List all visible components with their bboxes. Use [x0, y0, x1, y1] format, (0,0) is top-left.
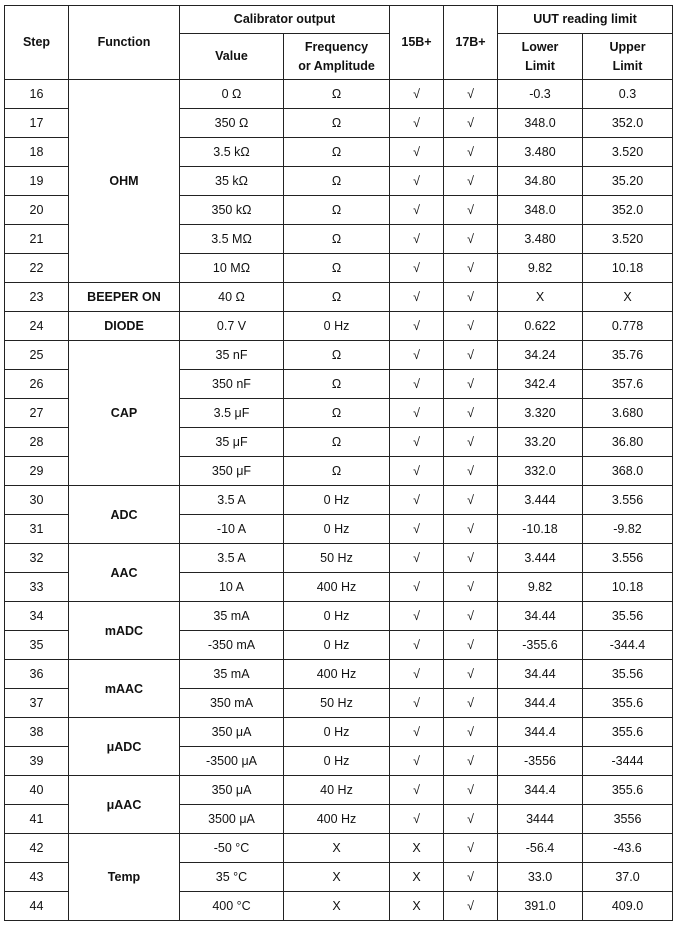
check-17b-cell: √ — [444, 602, 498, 631]
step-cell: 24 — [5, 312, 69, 341]
frequency-cell: Ω — [284, 138, 390, 167]
table-row — [5, 602, 673, 631]
upper-limit-cell: 35.56 — [583, 602, 673, 631]
upper-limit-cell: 10.18 — [583, 254, 673, 283]
check-15b-cell: √ — [390, 515, 444, 544]
upper-limit-cell: -43.6 — [583, 834, 673, 863]
step-cell: 21 — [5, 225, 69, 254]
check-15b-cell: √ — [390, 631, 444, 660]
check-15b-cell: √ — [390, 109, 444, 138]
value-cell: 350 nF — [180, 370, 284, 399]
check-17b-cell: √ — [444, 370, 498, 399]
frequency-cell: 0 Hz — [284, 747, 390, 776]
value-cell: -10 A — [180, 515, 284, 544]
lower-limit-cell: 342.4 — [498, 370, 583, 399]
header-15b: 15B+ — [390, 6, 444, 80]
step-cell: 44 — [5, 892, 69, 921]
upper-limit-cell: 35.76 — [583, 341, 673, 370]
step-cell: 23 — [5, 283, 69, 312]
check-17b-cell: √ — [444, 747, 498, 776]
upper-limit-cell: X — [583, 283, 673, 312]
check-15b-cell: X — [390, 834, 444, 863]
frequency-cell: Ω — [284, 109, 390, 138]
table-row — [5, 776, 673, 805]
frequency-cell: Ω — [284, 341, 390, 370]
upper-limit-cell: 36.80 — [583, 428, 673, 457]
frequency-cell: 400 Hz — [284, 660, 390, 689]
lower-limit-cell: 348.0 — [498, 109, 583, 138]
function-cell: AAC — [69, 544, 180, 602]
value-cell: 10 MΩ — [180, 254, 284, 283]
frequency-cell: 0 Hz — [284, 602, 390, 631]
frequency-cell: X — [284, 834, 390, 863]
value-cell: 3.5 A — [180, 544, 284, 573]
header-17b: 17B+ — [444, 6, 498, 80]
lower-limit-cell: 332.0 — [498, 457, 583, 486]
upper-limit-cell: 3.556 — [583, 486, 673, 515]
upper-limit-cell: 355.6 — [583, 776, 673, 805]
upper-limit-cell: 352.0 — [583, 196, 673, 225]
upper-limit-cell: 409.0 — [583, 892, 673, 921]
check-17b-cell: √ — [444, 283, 498, 312]
check-15b-cell: √ — [390, 428, 444, 457]
check-15b-cell: √ — [390, 283, 444, 312]
value-cell: -3500 μA — [180, 747, 284, 776]
frequency-cell: Ω — [284, 196, 390, 225]
check-15b-cell: √ — [390, 660, 444, 689]
frequency-cell: 0 Hz — [284, 312, 390, 341]
frequency-cell: 400 Hz — [284, 573, 390, 602]
frequency-cell: X — [284, 892, 390, 921]
value-cell: 3.5 A — [180, 486, 284, 515]
frequency-cell: Ω — [284, 254, 390, 283]
step-cell: 43 — [5, 863, 69, 892]
step-cell: 22 — [5, 254, 69, 283]
upper-limit-cell: 3556 — [583, 805, 673, 834]
frequency-cell: Ω — [284, 283, 390, 312]
header-upper-limit — [583, 34, 673, 80]
check-17b-cell: √ — [444, 399, 498, 428]
upper-limit-cell: 35.20 — [583, 167, 673, 196]
upper-limit-cell: 352.0 — [583, 109, 673, 138]
check-17b-cell: √ — [444, 312, 498, 341]
table-row — [5, 834, 673, 863]
step-cell: 27 — [5, 399, 69, 428]
value-cell: 40 Ω — [180, 283, 284, 312]
upper-limit-cell: 357.6 — [583, 370, 673, 399]
function-cell: mAAC — [69, 660, 180, 718]
frequency-cell: 400 Hz — [284, 805, 390, 834]
step-cell: 20 — [5, 196, 69, 225]
check-15b-cell: √ — [390, 689, 444, 718]
frequency-cell: Ω — [284, 370, 390, 399]
check-17b-cell: √ — [444, 776, 498, 805]
table-row — [5, 660, 673, 689]
check-15b-cell: √ — [390, 370, 444, 399]
frequency-cell: Ω — [284, 225, 390, 254]
check-15b-cell: √ — [390, 138, 444, 167]
lower-limit-cell: 3.444 — [498, 486, 583, 515]
table-body — [5, 80, 673, 921]
lower-limit-cell: 3.480 — [498, 138, 583, 167]
function-cell: μAAC — [69, 776, 180, 834]
lower-limit-cell: 344.4 — [498, 689, 583, 718]
frequency-cell: 0 Hz — [284, 718, 390, 747]
lower-limit-cell: 3.320 — [498, 399, 583, 428]
check-15b-cell: √ — [390, 312, 444, 341]
value-cell: 3.5 μF — [180, 399, 284, 428]
check-15b-cell: √ — [390, 341, 444, 370]
step-cell: 32 — [5, 544, 69, 573]
lower-limit-cell: 0.622 — [498, 312, 583, 341]
upper-limit-cell: 10.18 — [583, 573, 673, 602]
header-lower-line2: Limit — [525, 58, 555, 73]
header-upper-line1: Upper — [609, 39, 646, 54]
check-15b-cell: √ — [390, 718, 444, 747]
frequency-cell: 0 Hz — [284, 631, 390, 660]
check-17b-cell: √ — [444, 718, 498, 747]
value-cell: 350 kΩ — [180, 196, 284, 225]
header-value: Value — [180, 34, 284, 80]
check-17b-cell: √ — [444, 805, 498, 834]
lower-limit-cell: 391.0 — [498, 892, 583, 921]
check-15b-cell: √ — [390, 399, 444, 428]
step-cell: 17 — [5, 109, 69, 138]
step-cell: 29 — [5, 457, 69, 486]
check-15b-cell: √ — [390, 167, 444, 196]
lower-limit-cell: -56.4 — [498, 834, 583, 863]
lower-limit-cell: 344.4 — [498, 718, 583, 747]
check-15b-cell: √ — [390, 805, 444, 834]
check-17b-cell: √ — [444, 631, 498, 660]
check-17b-cell: √ — [444, 80, 498, 109]
value-cell: 3500 μA — [180, 805, 284, 834]
lower-limit-cell: 3.480 — [498, 225, 583, 254]
value-cell: 0 Ω — [180, 80, 284, 109]
table-row — [5, 283, 673, 312]
header-uut-reading-limit: UUT reading limit — [498, 6, 673, 34]
step-cell: 28 — [5, 428, 69, 457]
header-calibrator-output: Calibrator output — [180, 6, 390, 34]
lower-limit-cell: -10.18 — [498, 515, 583, 544]
check-17b-cell: √ — [444, 254, 498, 283]
value-cell: 350 μA — [180, 776, 284, 805]
check-15b-cell: √ — [390, 80, 444, 109]
frequency-cell: 50 Hz — [284, 544, 390, 573]
step-cell: 25 — [5, 341, 69, 370]
header-frequency-line1: Frequency — [304, 39, 369, 54]
check-17b-cell: √ — [444, 341, 498, 370]
header-frequency-line2: or Amplitude — [298, 58, 375, 73]
value-cell: -50 °C — [180, 834, 284, 863]
upper-limit-cell: -9.82 — [583, 515, 673, 544]
check-17b-cell: √ — [444, 863, 498, 892]
check-15b-cell: X — [390, 863, 444, 892]
value-cell: 35 μF — [180, 428, 284, 457]
check-17b-cell: √ — [444, 515, 498, 544]
upper-limit-cell: 368.0 — [583, 457, 673, 486]
upper-limit-cell: 0.3 — [583, 80, 673, 109]
value-cell: 10 A — [180, 573, 284, 602]
check-15b-cell: √ — [390, 254, 444, 283]
frequency-cell: X — [284, 863, 390, 892]
check-15b-cell: X — [390, 892, 444, 921]
step-cell: 19 — [5, 167, 69, 196]
frequency-cell: Ω — [284, 428, 390, 457]
check-17b-cell: √ — [444, 138, 498, 167]
step-cell: 35 — [5, 631, 69, 660]
table-row — [5, 341, 673, 370]
upper-limit-cell: 35.56 — [583, 660, 673, 689]
header-frequency — [284, 34, 390, 80]
value-cell: 35 kΩ — [180, 167, 284, 196]
lower-limit-cell: 34.80 — [498, 167, 583, 196]
check-17b-cell: √ — [444, 225, 498, 254]
value-cell: 350 Ω — [180, 109, 284, 138]
lower-limit-cell: 33.20 — [498, 428, 583, 457]
upper-limit-cell: 3.520 — [583, 225, 673, 254]
step-cell: 18 — [5, 138, 69, 167]
check-15b-cell: √ — [390, 776, 444, 805]
lower-limit-cell: 9.82 — [498, 573, 583, 602]
upper-limit-cell: 3.520 — [583, 138, 673, 167]
header-lower-limit — [498, 34, 583, 80]
check-17b-cell: √ — [444, 892, 498, 921]
upper-limit-cell: 0.778 — [583, 312, 673, 341]
upper-limit-cell: -3444 — [583, 747, 673, 776]
frequency-cell: Ω — [284, 80, 390, 109]
value-cell: 3.5 MΩ — [180, 225, 284, 254]
function-cell: BEEPER ON — [69, 283, 180, 312]
check-17b-cell: √ — [444, 196, 498, 225]
check-17b-cell: √ — [444, 457, 498, 486]
upper-limit-cell: -344.4 — [583, 631, 673, 660]
lower-limit-cell: 9.82 — [498, 254, 583, 283]
header-function: Function — [69, 6, 180, 80]
value-cell: 3.5 kΩ — [180, 138, 284, 167]
lower-limit-cell: 34.44 — [498, 602, 583, 631]
step-cell: 34 — [5, 602, 69, 631]
step-cell: 31 — [5, 515, 69, 544]
frequency-cell: Ω — [284, 167, 390, 196]
upper-limit-cell: 37.0 — [583, 863, 673, 892]
step-cell: 33 — [5, 573, 69, 602]
table-row — [5, 718, 673, 747]
function-cell: OHM — [69, 80, 180, 283]
lower-limit-cell: X — [498, 283, 583, 312]
function-cell: mADC — [69, 602, 180, 660]
step-cell: 37 — [5, 689, 69, 718]
frequency-cell: 40 Hz — [284, 776, 390, 805]
check-17b-cell: √ — [444, 428, 498, 457]
frequency-cell: Ω — [284, 399, 390, 428]
frequency-cell: 50 Hz — [284, 689, 390, 718]
function-cell: μADC — [69, 718, 180, 776]
lower-limit-cell: 348.0 — [498, 196, 583, 225]
lower-limit-cell: 3444 — [498, 805, 583, 834]
lower-limit-cell: -355.6 — [498, 631, 583, 660]
step-cell: 42 — [5, 834, 69, 863]
value-cell: 400 °C — [180, 892, 284, 921]
lower-limit-cell: 34.24 — [498, 341, 583, 370]
function-cell: CAP — [69, 341, 180, 486]
lower-limit-cell: 344.4 — [498, 776, 583, 805]
step-cell: 26 — [5, 370, 69, 399]
table-row — [5, 544, 673, 573]
upper-limit-cell: 355.6 — [583, 718, 673, 747]
value-cell: 35 mA — [180, 660, 284, 689]
check-15b-cell: √ — [390, 196, 444, 225]
function-cell: Temp — [69, 834, 180, 921]
value-cell: -350 mA — [180, 631, 284, 660]
check-15b-cell: √ — [390, 457, 444, 486]
check-15b-cell: √ — [390, 225, 444, 254]
check-17b-cell: √ — [444, 660, 498, 689]
upper-limit-cell: 3.680 — [583, 399, 673, 428]
value-cell: 350 mA — [180, 689, 284, 718]
check-15b-cell: √ — [390, 573, 444, 602]
lower-limit-cell: 34.44 — [498, 660, 583, 689]
value-cell: 350 μA — [180, 718, 284, 747]
step-cell: 40 — [5, 776, 69, 805]
value-cell: 35 mA — [180, 602, 284, 631]
lower-limit-cell: -0.3 — [498, 80, 583, 109]
step-cell: 39 — [5, 747, 69, 776]
step-cell: 16 — [5, 80, 69, 109]
check-15b-cell: √ — [390, 486, 444, 515]
check-15b-cell: √ — [390, 544, 444, 573]
table-row — [5, 486, 673, 515]
function-cell: DIODE — [69, 312, 180, 341]
check-17b-cell: √ — [444, 109, 498, 138]
step-cell: 41 — [5, 805, 69, 834]
check-17b-cell: √ — [444, 544, 498, 573]
check-17b-cell: √ — [444, 834, 498, 863]
value-cell: 0.7 V — [180, 312, 284, 341]
step-cell: 36 — [5, 660, 69, 689]
value-cell: 35 °C — [180, 863, 284, 892]
step-cell: 30 — [5, 486, 69, 515]
function-cell: ADC — [69, 486, 180, 544]
check-17b-cell: √ — [444, 689, 498, 718]
frequency-cell: 0 Hz — [284, 515, 390, 544]
upper-limit-cell: 3.556 — [583, 544, 673, 573]
table-row — [5, 80, 673, 109]
upper-limit-cell: 355.6 — [583, 689, 673, 718]
header-lower-line1: Lower — [521, 39, 559, 54]
lower-limit-cell: 3.444 — [498, 544, 583, 573]
check-15b-cell: √ — [390, 602, 444, 631]
check-17b-cell: √ — [444, 486, 498, 515]
lower-limit-cell: -3556 — [498, 747, 583, 776]
header-upper-line2: Limit — [612, 58, 643, 73]
header-step: Step — [5, 6, 69, 80]
check-15b-cell: √ — [390, 747, 444, 776]
calibration-table — [4, 5, 673, 921]
check-17b-cell: √ — [444, 573, 498, 602]
table-row — [5, 312, 673, 341]
check-17b-cell: √ — [444, 167, 498, 196]
value-cell: 350 μF — [180, 457, 284, 486]
frequency-cell: 0 Hz — [284, 486, 390, 515]
step-cell: 38 — [5, 718, 69, 747]
frequency-cell: Ω — [284, 457, 390, 486]
lower-limit-cell: 33.0 — [498, 863, 583, 892]
value-cell: 35 nF — [180, 341, 284, 370]
